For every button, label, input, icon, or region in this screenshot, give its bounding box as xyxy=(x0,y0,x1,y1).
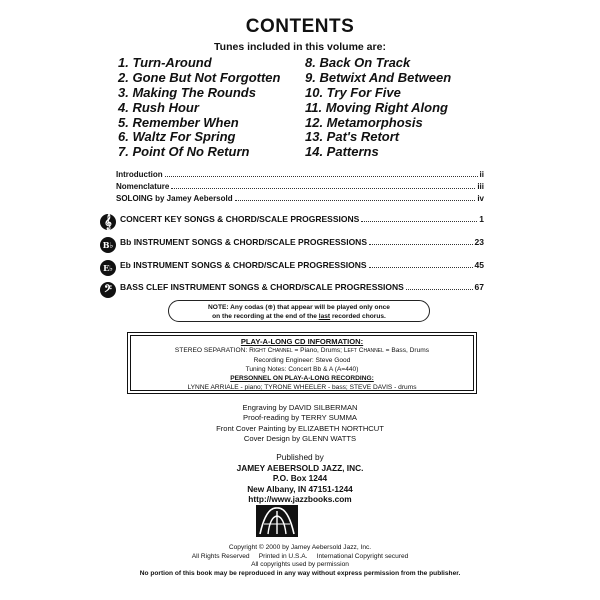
right-channel-label: Right Channel xyxy=(249,347,293,355)
tune-item: 6. Waltz For Spring xyxy=(118,129,236,145)
credit-line: Cover Design by GLENN WATTS xyxy=(243,433,357,443)
toc-section-bass-clef xyxy=(120,282,484,292)
page-title: CONTENTS xyxy=(245,16,355,37)
toc-row-introduction xyxy=(116,170,484,179)
toc-section-bb xyxy=(120,237,484,247)
toc-leader-dots xyxy=(406,289,473,290)
rights-line: All Rights Reserved Printed in U.S.A. International Copyright secured xyxy=(191,552,409,560)
tune-item: 10. Try For Five xyxy=(305,84,401,100)
toc-leader-dots xyxy=(235,200,476,201)
cd-info-heading: PLAY-A-LONG CD INFORMATION: xyxy=(240,337,364,346)
toc-section-eb xyxy=(120,260,484,270)
tune-list-left xyxy=(118,56,280,160)
section-page-number: 1 xyxy=(479,214,484,224)
personnel-list: LYNNE ARRIALE - piano; TYRONE WHEELER - bass; STEVE DAVIS - drums xyxy=(187,384,417,392)
section-label: Eb INSTRUMENT SONGS & CHORD/SCALE PROGRESSIONS xyxy=(120,260,367,270)
publisher-block xyxy=(0,452,600,505)
credit-line: Front Cover Painting by ELIZABETH NORTHCUT xyxy=(216,423,384,433)
section-page-number: 45 xyxy=(474,260,484,270)
permission-line: All copyrights used by permission xyxy=(251,561,349,569)
section-label: Bb INSTRUMENT SONGS & CHORD/SCALE PROGRESSIONS xyxy=(120,237,367,247)
note-prefix: NOTE: xyxy=(208,304,229,311)
tune-item: 13. Pat's Retort xyxy=(305,129,400,145)
note-line2-after: recorded chorus. xyxy=(331,313,386,320)
reproduction-notice: No portion of this book may be reproduced in any way without express permission from the publisher. xyxy=(139,569,461,577)
b-flat-icon: B♭ xyxy=(100,237,116,253)
toc-page-number: iii xyxy=(477,182,484,191)
stereo-separation xyxy=(131,346,473,355)
note-text-1: Any codas ( xyxy=(230,304,268,311)
section-label: BASS CLEF INSTRUMENT SONGS & CHORD/SCALE PROGRESSIONS xyxy=(120,282,404,292)
tunes-subtitle: Tunes included in this volume are: xyxy=(214,41,386,53)
cd-info-box xyxy=(127,332,477,394)
personnel-heading: PERSONNEL ON PLAY-A-LONG RECORDING: xyxy=(230,375,374,383)
toc-label: Introduction xyxy=(116,170,163,179)
section-page-number: 23 xyxy=(474,237,484,247)
copyright-footer xyxy=(0,544,600,578)
tune-item: 9. Betwixt And Between xyxy=(305,69,452,85)
publisher-website[interactable]: http://www.jazzbooks.com xyxy=(248,494,352,505)
left-channel-value: = Bass, Drums xyxy=(385,347,430,355)
e-flat-icon: E♭ xyxy=(100,260,116,276)
toc-leader-dots xyxy=(361,221,477,222)
toc-page-number: ii xyxy=(479,170,484,179)
toc-label: SOLOING by Jamey Aebersold xyxy=(116,194,233,203)
toc-label: Nomenclature xyxy=(116,182,170,191)
stereo-label: STEREO SEPARATION: xyxy=(174,347,248,355)
tune-item: 8. Back On Track xyxy=(305,55,411,70)
credit-line: Engraving by DAVID SILBERMAN xyxy=(242,403,358,412)
note-line2-before: on the recording at the end of the xyxy=(212,313,317,320)
tune-item: 5. Remember When xyxy=(118,114,239,130)
treble-clef-icon: 𝄞 xyxy=(100,214,116,230)
note-line2-underlined: last xyxy=(318,313,331,320)
tune-item: 7. Point Of No Return xyxy=(118,144,250,160)
toc-row-soloing xyxy=(116,194,484,203)
section-label: CONCERT KEY SONGS & CHORD/SCALE PROGRESSIONS xyxy=(120,214,360,224)
copyright-line: Copyright © 2000 by Jamey Aebersold Jazz, Inc. xyxy=(228,544,372,551)
tune-item: 12. Metamorphosis xyxy=(305,114,423,130)
bass-clef-icon: 𝄢 xyxy=(100,282,116,298)
section-page-number: 67 xyxy=(474,282,484,292)
credit-line: Proof-reading by TERRY SUMMA xyxy=(243,413,357,423)
toc-leader-dots xyxy=(165,176,478,177)
published-by: Published by xyxy=(276,452,324,462)
publisher-logo-icon xyxy=(256,505,298,537)
coda-note xyxy=(168,300,430,322)
tune-item: 3. Making The Rounds xyxy=(118,84,256,100)
recording-engineer: Recording Engineer: Steve Good xyxy=(253,356,351,364)
tune-list-right xyxy=(305,56,451,160)
toc-section-concert xyxy=(120,214,484,224)
publisher-po-box: P.O. Box 1244 xyxy=(272,473,328,484)
credits xyxy=(0,403,600,444)
toc-leader-dots xyxy=(369,267,473,268)
tune-item: 14. Patterns xyxy=(305,144,379,160)
tune-item: 2. Gone But Not Forgotten xyxy=(118,69,281,85)
coda-note-line-2 xyxy=(169,312,429,321)
toc-row-nomenclature xyxy=(116,182,484,191)
note-text-2: ) that appear will be played only once xyxy=(273,304,390,311)
left-channel-label: Left Channel xyxy=(343,347,384,355)
tune-item: 1. Turn-Around xyxy=(118,55,212,70)
toc-leader-dots xyxy=(171,188,475,189)
right-channel-value: = Piano, Drums; xyxy=(294,347,342,355)
coda-icon: ⊕ xyxy=(267,304,274,311)
toc-page-number: iv xyxy=(477,194,484,203)
publisher-city: New Albany, IN 47151-1244 xyxy=(247,483,353,494)
tune-item: 11. Moving Right Along xyxy=(305,99,448,115)
tuning-notes: Tuning Notes: Concert Bb & A (A=440) xyxy=(245,365,359,373)
publisher-name: JAMEY AEBERSOLD JAZZ, INC. xyxy=(236,462,364,473)
tune-item: 4. Rush Hour xyxy=(118,99,199,115)
coda-note-line-1 xyxy=(169,303,429,312)
toc-leader-dots xyxy=(369,244,473,245)
